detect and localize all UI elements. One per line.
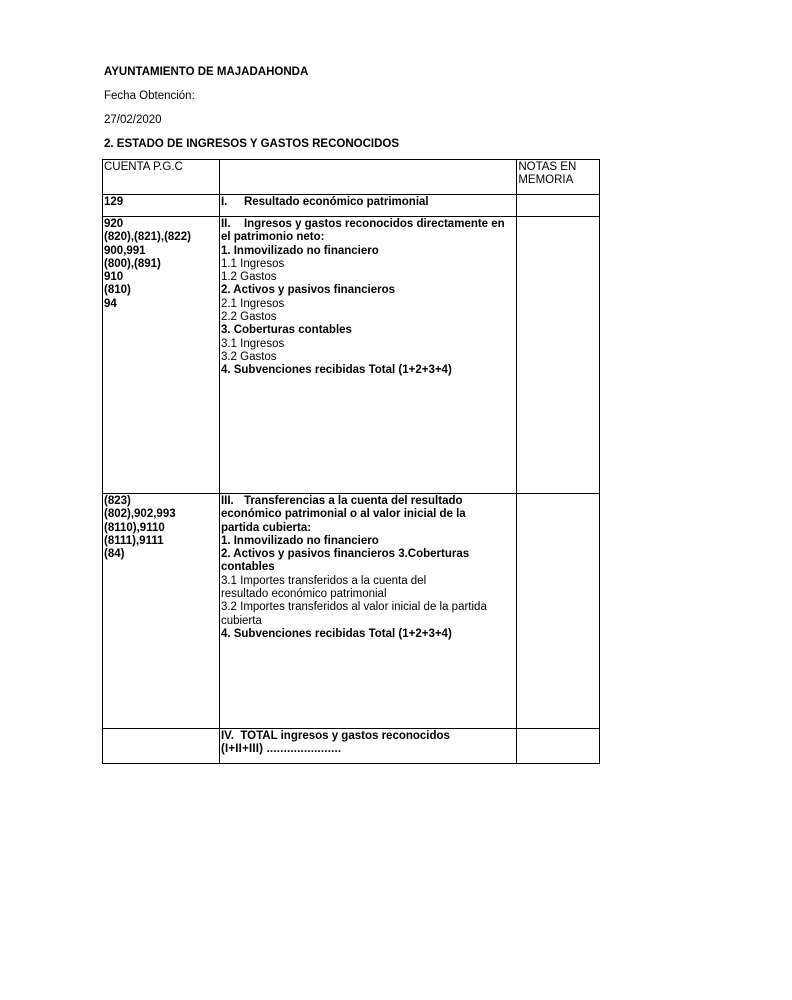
table-row-IV xyxy=(103,729,600,764)
row4-notes-cell xyxy=(517,729,600,764)
row2-item: 3. Coberturas contables xyxy=(220,324,352,337)
row4-title-1: TOTAL ingresos y gastos reconocidos xyxy=(240,730,450,742)
header-concept-cell xyxy=(219,160,516,195)
row2-account: 910 xyxy=(104,271,124,284)
row1-concept-cell xyxy=(219,195,516,217)
row3-item: 4. Subvenciones recibidas Total (1+2+3+4) xyxy=(220,627,452,640)
row2-account: (810) xyxy=(104,284,131,297)
row3-title-2: económico patrimonial o al valor inicial de la xyxy=(220,508,466,521)
row3-roman: III. xyxy=(220,495,234,507)
section-title: 2. ESTADO DE INGRESOS Y GASTOS RECONOCIDOS xyxy=(104,138,400,150)
organization-name: AYUNTAMIENTO DE MAJADAHONDA xyxy=(104,66,309,78)
row4-roman: IV. xyxy=(220,730,234,742)
table-row-III xyxy=(103,494,600,729)
row2-account: (820),(821),(822) xyxy=(104,231,191,244)
row2-item: 1. Inmovilizado no financiero xyxy=(220,244,379,257)
row3-account: (84) xyxy=(104,548,125,561)
header-notes-cell xyxy=(517,160,600,195)
row1-account-cell xyxy=(103,195,220,217)
row2-account-cell xyxy=(103,217,220,494)
row3-item: 3.2 Importes transferidos al valor inicial de la partida xyxy=(220,601,487,614)
row2-item: 2. Activos y pasivos financieros xyxy=(220,284,395,297)
header-notes-line-2: MEMORIA xyxy=(518,174,574,187)
row2-title-2: el patrimonio neto: xyxy=(220,231,325,244)
row2-item: 1.1 Ingresos xyxy=(220,257,285,270)
row2-item: 4. Subvenciones recibidas Total (1+2+3+4) xyxy=(220,364,452,377)
row2-notes-cell xyxy=(517,217,600,494)
row3-notes-cell xyxy=(517,494,600,729)
row3-account-cell xyxy=(103,494,220,729)
row2-account: (800),(891) xyxy=(104,257,161,270)
row3-item: cubierta xyxy=(220,614,262,627)
row2-item: 3.2 Gastos xyxy=(220,350,277,363)
row3-item: resultado económico patrimonial xyxy=(220,588,387,601)
row1-notes-cell xyxy=(517,195,600,217)
header-notes-line-1: NOTAS EN xyxy=(518,161,577,173)
row3-account: (8111),9111 xyxy=(104,534,164,547)
row2-title-1: Ingresos y gastos reconocidos directamente en xyxy=(243,218,505,230)
row3-title-1: Transferencias a la cuenta del resultado xyxy=(243,495,463,507)
row3-item: 3.1 Importes transferidos a la cuenta del xyxy=(220,574,427,587)
row2-account: 920 xyxy=(104,218,124,230)
table-header-row xyxy=(103,160,600,195)
row3-account: (823) xyxy=(104,495,131,507)
row3-item: 1. Inmovilizado no financiero xyxy=(220,534,379,547)
row2-account: 900,991 xyxy=(104,244,146,257)
row2-item: 2.2 Gastos xyxy=(220,311,277,324)
row3-title-3: partida cubierta: xyxy=(220,521,312,534)
row1-title: Resultado económico patrimonial xyxy=(243,196,429,208)
row3-item: contables xyxy=(220,561,275,574)
row2-account: 94 xyxy=(104,297,117,310)
table-row-II xyxy=(103,217,600,494)
row4-account-cell xyxy=(103,729,220,764)
row2-item: 2.1 Ingresos xyxy=(220,297,285,310)
header-account: CUENTA P.G.C xyxy=(104,161,183,173)
row4-concept-cell xyxy=(219,729,516,764)
row2-concept-cell xyxy=(219,217,516,494)
row4-title-2: (I+II+III) ...................... xyxy=(220,743,342,756)
header-account-cell xyxy=(103,160,220,195)
table-row-I xyxy=(103,195,600,217)
row1-roman: I. xyxy=(220,196,228,208)
row2-roman: II. xyxy=(220,218,231,230)
row3-account: (8110),9110 xyxy=(104,521,165,534)
date-value: 27/02/2020 xyxy=(104,114,162,126)
row2-item: 1.2 Gastos xyxy=(220,271,277,284)
row3-account: (802),902,993 xyxy=(104,508,176,521)
row2-item: 3.1 Ingresos xyxy=(220,337,285,350)
date-label: Fecha Obtención: xyxy=(104,90,195,102)
row3-concept-cell xyxy=(219,494,516,729)
statement-table xyxy=(102,159,600,764)
row3-item: 2. Activos y pasivos financieros 3.Coberturas xyxy=(220,548,470,561)
row1-account: 129 xyxy=(104,196,124,208)
